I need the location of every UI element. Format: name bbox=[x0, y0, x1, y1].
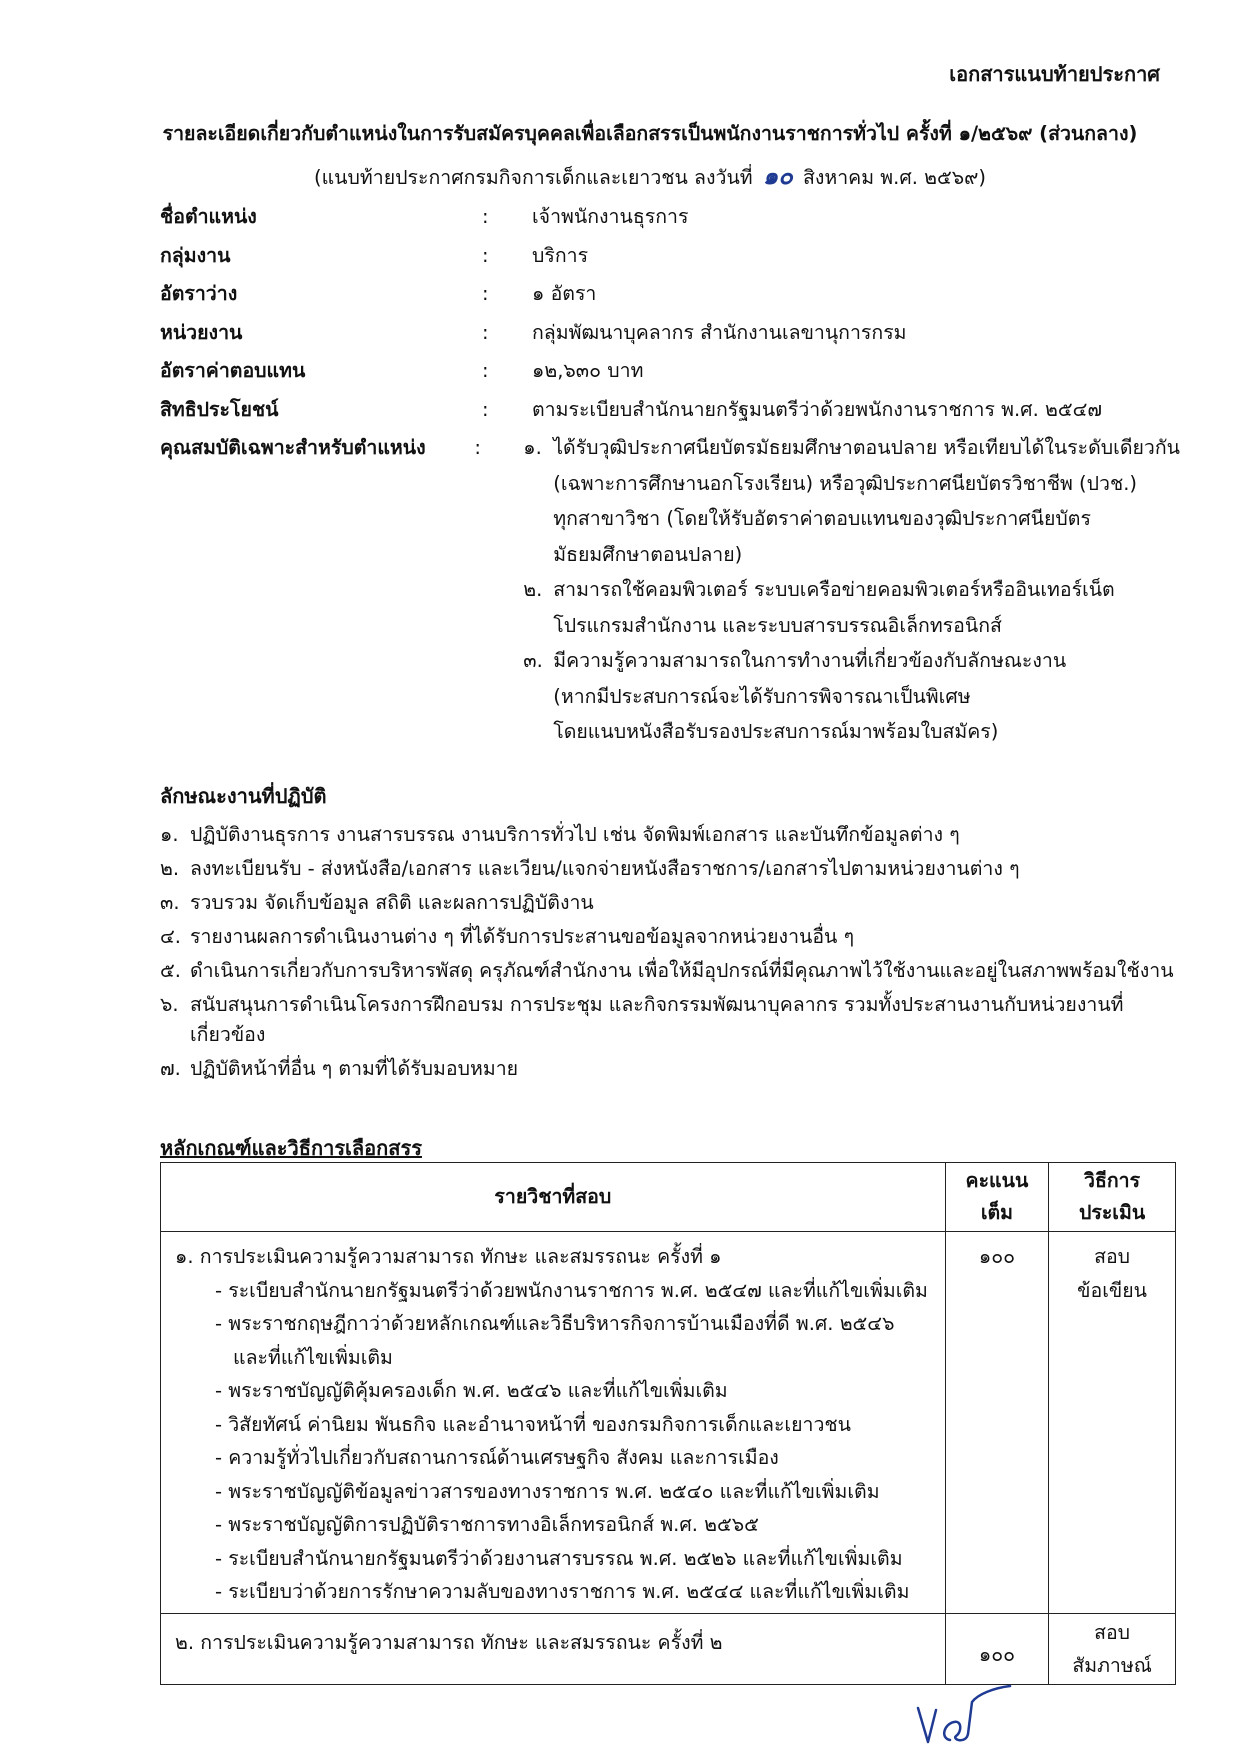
qualification-text bbox=[553, 575, 1180, 646]
duty-item bbox=[160, 922, 1180, 952]
subtitle-prefix: (แนบท้ายประกาศกรมกิจการเด็กและเยาวชน ลงวันที่ bbox=[314, 166, 753, 189]
qualification-number: ๓. bbox=[523, 649, 543, 672]
duties-list bbox=[160, 820, 1180, 1088]
info-colon: : bbox=[482, 282, 489, 305]
duty-text: รายงานผลการดำเนินงานต่าง ๆ ที่ได้รับการประสานขอข้อมูลจากหน่วยงานอื่น ๆ bbox=[190, 925, 855, 948]
qualification-item bbox=[523, 575, 1180, 646]
info-colon: : bbox=[482, 359, 489, 382]
score-cell: ๑๐๐ bbox=[945, 1613, 1048, 1684]
qualification-line: มีความรู้ความสามารถในการทำงานที่เกี่ยวข้องกับลักษณะงาน bbox=[553, 649, 1067, 672]
subject-item: - ระเบียบว่าด้วยการรักษาความลับของทางราชการ พ.ศ. ๒๕๔๔ และที่แก้ไขเพิ่มเติม bbox=[215, 1580, 910, 1603]
page-subtitle bbox=[130, 156, 1170, 195]
criteria-heading: หลักเกณฑ์และวิธีการเลือกสรร bbox=[160, 1136, 422, 1160]
subject-item: - ระเบียบสำนักนายกรัฐมนตรีว่าด้วยงานสารบรรณ พ.ศ. ๒๕๒๖ และที่แก้ไขเพิ่มเติม bbox=[215, 1546, 903, 1570]
subject-item: - พระราชบัญญัติข้อมูลข่าวสารของทางราชการ พ.ศ. ๒๕๔๐ และที่แก้ไขเพิ่มเติม bbox=[215, 1479, 880, 1503]
duty-number: ๑. bbox=[160, 823, 179, 846]
info-value: กลุ่มพัฒนาบุคลากร สำนักงานเลขานุการกรม bbox=[532, 320, 907, 344]
info-row-salary bbox=[160, 356, 1180, 386]
info-label: สิทธิประโยชน์ bbox=[160, 397, 279, 421]
qualification-line: ทุกสาขาวิชา (โดยให้รับอัตราค่าตอบแทนของวุฒิประกาศนียบัตร bbox=[553, 507, 1091, 530]
subject-item: - พระราชกฤษฎีกาว่าด้วยหลักเกณฑ์และวิธีบริหารกิจการบ้านเมืองที่ดี พ.ศ. ๒๕๔๖ bbox=[215, 1312, 895, 1335]
duty-item bbox=[160, 1054, 1180, 1084]
info-value: บริการ bbox=[532, 243, 589, 267]
header-score bbox=[945, 1163, 1048, 1232]
info-value: เจ้าพนักงานธุรการ bbox=[532, 205, 689, 228]
position-info bbox=[160, 202, 1180, 761]
duty-text: ดำเนินการเกี่ยวกับการบริหารพัสดุ ครุภัณฑ์สำนักงาน เพื่อให้มีอุปกรณ์ที่มีคุณภาพไว้ใช้งานและอยู่ในสภาพพร้อมใช้งาน bbox=[190, 959, 1174, 982]
qualification-line: โดยแนบหนังสือรับรองประสบการณ์มาพร้อมใบสมัคร) bbox=[553, 720, 999, 743]
subject-cell bbox=[161, 1232, 946, 1614]
qualification-item bbox=[523, 646, 1180, 753]
duty-item bbox=[160, 820, 1180, 850]
duty-item bbox=[160, 888, 1180, 918]
duty-number: ๒. bbox=[160, 857, 180, 880]
qualification-list bbox=[523, 433, 1180, 753]
subtitle-suffix: สิงหาคม พ.ศ. ๒๕๖๙) bbox=[802, 166, 986, 189]
page-title: รายละเอียดเกี่ยวกับตำแหน่งในการรับสมัครบุคคลเพื่อเลือกสรรเป็นพนักงานราชการทั่วไป ครั้งที่ ๑/๒๕๖๙ (ส่วนกลาง) bbox=[162, 122, 1138, 145]
info-row-vacancy bbox=[160, 279, 1180, 309]
info-value: ตามระเบียบสำนักนายกรัฐมนตรีว่าด้วยพนักงานราชการ พ.ศ. ๒๕๔๗ bbox=[532, 397, 1102, 421]
subject-title: ๑. การประเมินความรู้ความสามารถ ทักษะ และสมรรถนะ ครั้งที่ ๑ bbox=[175, 1245, 722, 1268]
info-row-qualifications bbox=[160, 433, 1180, 753]
info-label: คุณสมบัติเฉพาะสำหรับตำแหน่ง bbox=[160, 436, 426, 459]
info-colon: : bbox=[482, 397, 489, 421]
method-cell bbox=[1049, 1232, 1176, 1614]
info-colon: : bbox=[482, 205, 489, 228]
qualification-line: โปรแกรมสำนักงาน และระบบสารบรรณอิเล็กทรอนิกส์ bbox=[553, 613, 1002, 637]
subject-item: - ความรู้ทั่วไปเกี่ยวกับสถานการณ์ด้านเศรษฐกิจ สังคม และการเมือง bbox=[215, 1446, 779, 1469]
duty-item bbox=[160, 854, 1180, 884]
duties-heading: ลักษณะงานที่ปฏิบัติ bbox=[160, 784, 327, 808]
info-row-unit bbox=[160, 318, 1180, 348]
table-row bbox=[161, 1232, 1176, 1614]
info-colon: : bbox=[482, 243, 489, 267]
exam-table bbox=[160, 1162, 1176, 1685]
qualification-line: (หากมีประสบการณ์จะได้รับการพิจารณาเป็นพิเศษ bbox=[553, 684, 971, 708]
qualification-number: ๑. bbox=[523, 436, 542, 459]
header-method bbox=[1049, 1163, 1176, 1232]
info-colon: : bbox=[482, 320, 489, 344]
table-row bbox=[161, 1613, 1176, 1684]
qualification-line: มัธยมศึกษาตอนปลาย) bbox=[553, 542, 743, 566]
duty-number: ๓. bbox=[160, 891, 180, 914]
qualification-text bbox=[553, 433, 1180, 575]
qualification-line: สามารถใช้คอมพิวเตอร์ ระบบเครือข่ายคอมพิวเตอร์หรืออินเทอร์เน็ต bbox=[553, 578, 1115, 601]
qualification-line: (เฉพาะการศึกษานอกโรงเรียน) หรือวุฒิประกาศนียบัตรวิชาชีพ (ปวช.) bbox=[553, 471, 1138, 495]
qualification-line: ได้รับวุฒิประกาศนียบัตรมัธยมศึกษาตอนปลาย หรือเทียบได้ในระดับเดียวกัน bbox=[553, 436, 1180, 459]
duty-text: ลงทะเบียนรับ - ส่งหนังสือ/เอกสาร และเวียน/แจกจ่ายหนังสือราชการ/เอกสารไปตามหน่วยงานต่าง ๆ bbox=[190, 857, 1020, 880]
method-cell bbox=[1049, 1613, 1176, 1684]
info-label: อัตราว่าง bbox=[160, 282, 238, 305]
handwritten-signature bbox=[910, 1680, 1030, 1750]
duty-item bbox=[160, 990, 1180, 1050]
info-colon: : bbox=[474, 436, 481, 459]
info-row-group bbox=[160, 241, 1180, 271]
duty-text: ปฏิบัติงานธุรการ งานสารบรรณ งานบริการทั่วไป เช่น จัดพิมพ์เอกสาร และบันทึกข้อมูลต่าง ๆ bbox=[190, 823, 960, 846]
duty-text: ปฏิบัติหน้าที่อื่น ๆ ตามที่ได้รับมอบหมาย bbox=[190, 1057, 519, 1080]
info-row-position bbox=[160, 202, 1180, 232]
info-label: หน่วยงาน bbox=[160, 320, 243, 344]
info-row-benefits bbox=[160, 395, 1180, 425]
info-value: ๑๒,๖๓๐ บาท bbox=[532, 359, 644, 382]
duty-text: รวบรวม จัดเก็บข้อมูล สถิติ และผลการปฏิบัติงาน bbox=[190, 891, 594, 914]
info-label: อัตราค่าตอบแทน bbox=[160, 359, 306, 382]
subject-item: - ระเบียบสำนักนายกรัฐมนตรีว่าด้วยพนักงานราชการ พ.ศ. ๒๕๔๗ และที่แก้ไขเพิ่มเติม bbox=[215, 1278, 928, 1302]
duty-number: ๖. bbox=[160, 993, 179, 1016]
method-line2: ข้อเขียน bbox=[1077, 1278, 1147, 1302]
method-line1: สอบ bbox=[1094, 1245, 1131, 1268]
subject-title: ๒. การประเมินความรู้ความสามารถ ทักษะ และสมรรถนะ ครั้งที่ ๒ bbox=[175, 1630, 723, 1654]
handwritten-day: ๑๐ bbox=[762, 161, 793, 190]
method-line2: สัมภาษณ์ bbox=[1072, 1654, 1152, 1677]
info-label: กลุ่มงาน bbox=[160, 243, 231, 267]
qualification-number: ๒. bbox=[523, 578, 543, 601]
header-score-line2: เต็ม bbox=[980, 1201, 1013, 1224]
method-line1: สอบ bbox=[1094, 1620, 1131, 1644]
table-header-row bbox=[161, 1163, 1176, 1232]
header-method-line2: ประเมิน bbox=[1078, 1201, 1146, 1224]
info-label: ชื่อตำแหน่ง bbox=[160, 205, 257, 228]
document-tag: เอกสารแนบท้ายประกาศ bbox=[949, 62, 1160, 86]
subject-item: - วิสัยทัศน์ ค่านิยม พันธกิจ และอำนาจหน้าที่ ของกรมกิจการเด็กและเยาวชน bbox=[215, 1412, 851, 1436]
duty-number: ๔. bbox=[160, 925, 181, 948]
score-cell: ๑๐๐ bbox=[945, 1232, 1048, 1614]
qualification-text bbox=[553, 646, 1180, 753]
duty-number: ๗. bbox=[160, 1057, 181, 1080]
header-score-line1: คะแนน bbox=[965, 1169, 1029, 1192]
info-value: ๑ อัตรา bbox=[532, 282, 597, 305]
header-subject: รายวิชาที่สอบ bbox=[161, 1163, 946, 1232]
duty-number: ๕. bbox=[160, 959, 181, 982]
duty-text: สนับสนุนการดำเนินโครงการฝึกอบรม การประชุม และกิจกรรมพัฒนาบุคลากร รวมทั้งประสานงานกับหน่วยงานที่เกี่ยวข้อง bbox=[190, 993, 1124, 1046]
subject-item: - พระราชบัญญัติการปฏิบัติราชการทางอิเล็กทรอนิกส์ พ.ศ. ๒๕๖๕ bbox=[215, 1513, 759, 1536]
subject-item: - พระราชบัญญัติคุ้มครองเด็ก พ.ศ. ๒๕๔๖ และที่แก้ไขเพิ่มเติม bbox=[215, 1379, 728, 1402]
duty-item bbox=[160, 956, 1180, 986]
qualification-item bbox=[523, 433, 1180, 575]
subject-cell bbox=[161, 1613, 946, 1684]
header-method-line1: วิธีการ bbox=[1084, 1169, 1141, 1192]
subject-item-continued: และที่แก้ไขเพิ่มเติม bbox=[233, 1345, 393, 1369]
